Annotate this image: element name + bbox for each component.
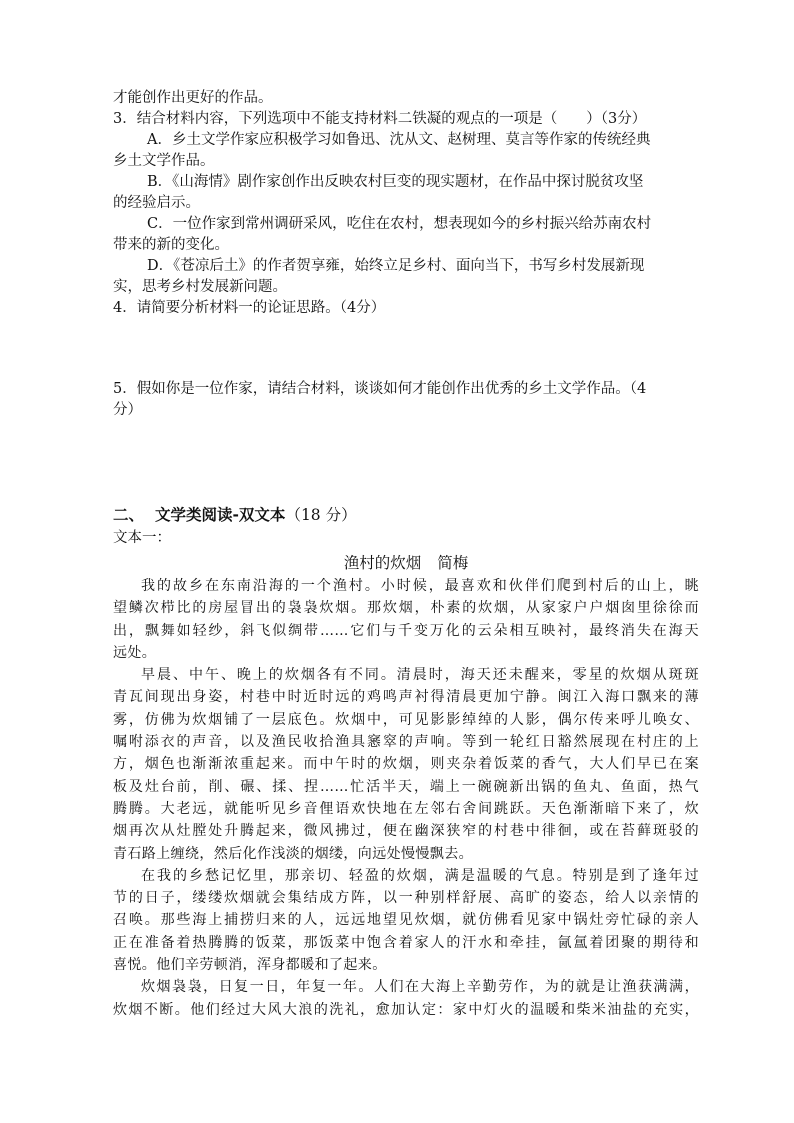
answer-space-5 — [113, 421, 699, 503]
article-line: 出，飘舞如轻纱，斜飞似绸带……它们与千变万化的云朵相互映衬，最终消失在海天 — [113, 622, 699, 639]
article-line: 远处。 — [113, 644, 157, 661]
section-2-score: （18 分） — [285, 506, 357, 524]
article-line: 望鳞次栉比的房屋冒出的袅袅炊烟。那炊烟，朴素的炊烟，从家家户户烟囱里徐徐而 — [113, 600, 699, 617]
section-2-number: 二、 — [113, 506, 145, 524]
article-line: 炊烟不断。他们经过大风大浪的洗礼，愈加认定：家中灯火的温暖和柴米油盐的充实， — [113, 1001, 699, 1018]
option-c-line-2: 带来的新的变化。 — [113, 237, 229, 253]
document-page — [113, 88, 699, 1021]
article-line: 早晨、中午、晚上的炊烟各有不同。清晨时，海天还未醒来，零星的炊烟从斑斑 — [141, 667, 699, 684]
option-a-line-2: 乡土文学作品。 — [113, 153, 215, 169]
article-line: 节的日子，缕缕炊烟就会集结成方阵，以一种别样舒展、高旷的姿态，给人以亲情的 — [113, 890, 699, 907]
article-line: 方，烟色也渐渐浓重起来。而中午时的炊烟，则夹杂着饭菜的香气，大人们早已在案 — [113, 756, 699, 773]
article-line: 正在准备着热腾腾的饭菜，那饭菜中饱含着家人的汗水和牵挂，氤氲着团聚的期待和 — [113, 934, 699, 951]
article-line: 我的故乡在东南沿海的一个渔村。小时候，最喜欢和伙伴们爬到村后的山上，眺 — [141, 578, 699, 594]
article-line: 嘱咐添衣的声音，以及渔民收拾渔具窸窣的声响。等到一轮红日豁然展现在村庄的上 — [113, 734, 699, 751]
option-c-line-1: C．一位作家到常州调研采风，吃住在农村，想表现如今的乡村振兴给苏南农村 — [147, 216, 652, 232]
question-3-stem: 3．结合材料内容，下列选项中不能支持材料二铁凝的观点的一项是（ ）（3分） — [113, 111, 647, 127]
option-a-line-1: A．乡土文学作家应积极学习如鲁迅、沈从文、赵树理、莫言等作家的传统经典 — [147, 132, 651, 148]
article-line: 板及灶台前，削、碾、揉、捏……忙活半天，端上一碗碗新出锅的鱼丸、鱼面，热气 — [113, 778, 699, 795]
option-d-line-1: D．《苍凉后土》的作者贺享雍，始终立足乡村、面向当下，书写乡村发展新现 — [147, 258, 645, 274]
article-line: 青瓦间现出身姿，村巷中时近时远的鸡鸣声衬得清晨更加宁静。闽江入海口飘来的薄 — [113, 689, 699, 706]
option-b-line-1: B．《山海情》剧作家创作出反映农村巨变的现实题材，在作品中探讨脱贫攻坚 — [147, 174, 644, 190]
option-d-line-2: 实，思考乡村发展新问题。 — [113, 279, 287, 295]
article-body — [113, 575, 699, 1021]
section-2-title: 文学类阅读-双文本 — [155, 506, 286, 524]
question-5-line-1: 5．假如你是一位作家，请结合材料，谈谈如何才能创作出优秀的乡土文学作品。（4 — [113, 381, 647, 397]
article-line: 青石路上缠绕，然后化作浅淡的烟缕，向远处慢慢飘去。 — [113, 845, 473, 862]
section-2-heading — [113, 503, 699, 527]
text-one-label: 文本一： — [113, 530, 171, 546]
article-title-row — [113, 551, 699, 575]
question-4: 4．请简要分析材料一的论证思路。（4分） — [113, 300, 386, 316]
article-line: 腾腾。大老远，就能听见乡音俚语欢快地在左邻右舍间跳跃。天色渐渐暗下来了，炊 — [113, 800, 699, 817]
answer-space-4 — [113, 319, 699, 379]
article-line: 在我的乡愁记忆里，那亲切、轻盈的炊烟，满是温暖的气息。特别是到了逢年过 — [141, 867, 699, 884]
article-line: 炊烟袅袅，日复一日，年复一年。人们在大海上辛勤劳作，为的就是让渔获满满， — [141, 979, 699, 996]
article-title: 渔村的炊烟 — [343, 554, 422, 572]
article-line: 喜悦。他们辛劳顿消，浑身都暖和了起来。 — [113, 957, 387, 974]
question-5-line-2: 分） — [113, 402, 142, 418]
carry-over-line: 才能创作出更好的作品。 — [113, 90, 273, 106]
article-author: 简梅 — [437, 554, 469, 572]
article-line: 召唤。那些海上捕捞归来的人，远远地望见炊烟，就仿佛看见家中锅灶旁忙碌的亲人 — [113, 912, 699, 929]
option-b-line-2: 的经验启示。 — [113, 195, 200, 211]
article-line: 雾，仿佛为炊烟铺了一层底色。炊烟中，可见影影绰绰的人影，偶尔传来呼儿唤女、 — [113, 711, 699, 728]
article-line: 烟再次从灶膛处升腾起来，微风拂过，便在幽深狭窄的村巷中徘徊，或在苔藓斑驳的 — [113, 823, 699, 840]
